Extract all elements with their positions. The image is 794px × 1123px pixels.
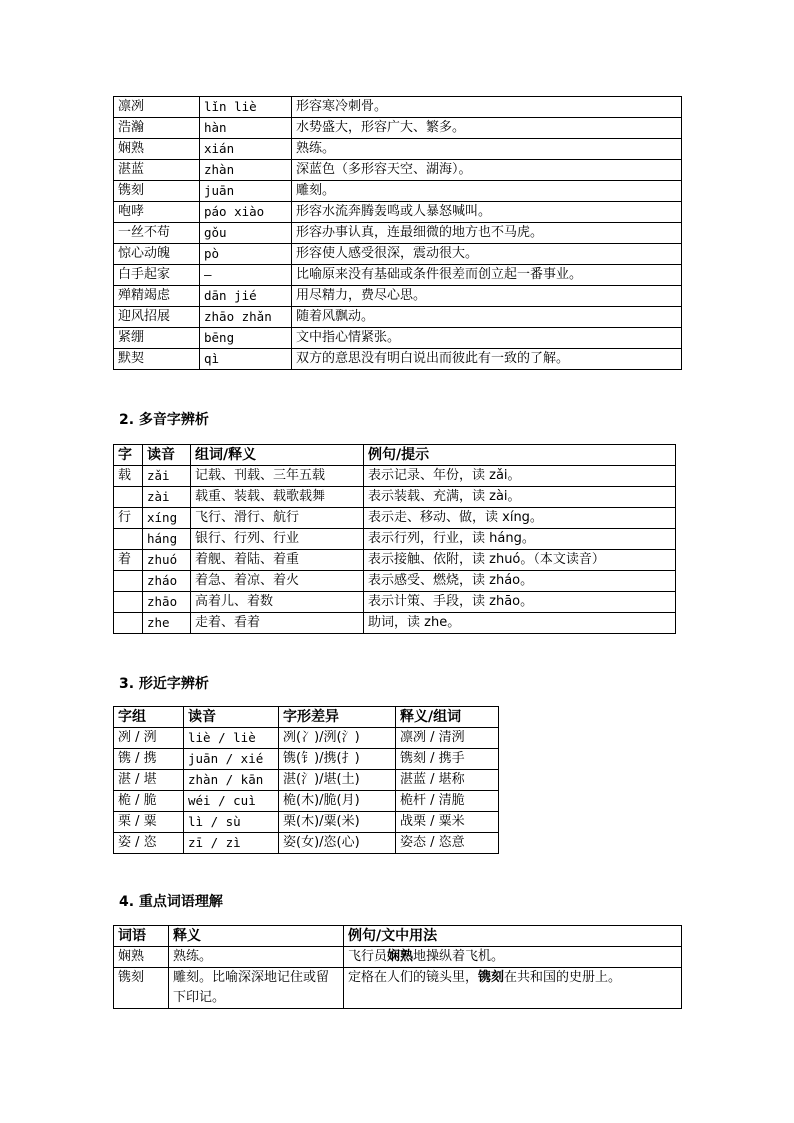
similar-chars-row xyxy=(114,833,499,854)
poly-pinyin: zhāo xyxy=(143,592,191,613)
similar-chars-row xyxy=(114,770,499,791)
vocab-meaning: 文中指心情紧张。 xyxy=(292,328,682,349)
similar-group: 桅 / 脆 xyxy=(114,791,184,812)
vocab-meaning: 随着风飘动。 xyxy=(292,307,682,328)
key-word: 娴熟 xyxy=(114,947,169,968)
similar-group: 湛 / 堪 xyxy=(114,770,184,791)
vocab-pinyin: qì xyxy=(200,349,292,370)
key-example-highlight: 镌刻 xyxy=(478,970,505,985)
vocab-row xyxy=(114,181,682,202)
poly-pinyin: zǎi xyxy=(143,466,191,487)
vocab-meaning: 形容使人感受很深，震动很大。 xyxy=(292,244,682,265)
vocab-row xyxy=(114,118,682,139)
key-words-row xyxy=(114,947,682,968)
section-title-similar-chars: 3. 形近字辨析 xyxy=(119,676,209,692)
vocab-row xyxy=(114,97,682,118)
vocab-row xyxy=(114,139,682,160)
key-example xyxy=(344,947,682,968)
similar-words: 镌刻 / 携手 xyxy=(396,749,499,770)
vocab-meaning: 形容办事认真，连最细微的地方也不马虎。 xyxy=(292,223,682,244)
poly-pinyin: zhe xyxy=(143,613,191,634)
table-header-row xyxy=(114,926,682,947)
vocab-table xyxy=(113,96,682,370)
polyphonic-row xyxy=(114,550,676,571)
vocab-meaning: 形容寒冷刺骨。 xyxy=(292,97,682,118)
key-example-text: 地操纵着飞机。 xyxy=(413,949,505,964)
poly-pinyin: háng xyxy=(143,529,191,550)
key-example xyxy=(344,968,682,1009)
vocab-word: 紧绷 xyxy=(114,328,200,349)
similar-chars-section xyxy=(113,706,499,854)
header-word: 词语 xyxy=(114,926,169,947)
key-example-text: 在共和国的史册上。 xyxy=(504,970,622,985)
poly-hint: 表示行列，行业，读 háng。 xyxy=(364,529,676,550)
similar-words: 湛蓝 / 堪称 xyxy=(396,770,499,791)
poly-words: 飞行、滑行、航行 xyxy=(191,508,364,529)
polyphonic-row xyxy=(114,466,676,487)
poly-words: 着急、着凉、着火 xyxy=(191,571,364,592)
poly-hint: 助词，读 zhe。 xyxy=(364,613,676,634)
key-words-section xyxy=(113,925,682,1009)
poly-hint: 表示接触、依附，读 zhuó。（本文读音） xyxy=(364,550,676,571)
vocab-meaning: 深蓝色（多形容天空、湖海）。 xyxy=(292,160,682,181)
vocab-meaning: 用尽精力，费尽心思。 xyxy=(292,286,682,307)
polyphonic-row xyxy=(114,487,676,508)
key-meaning: 雕刻。比喻深深地记住或留下印记。 xyxy=(169,968,344,1009)
poly-hint: 表示感受、燃烧，读 zháo。 xyxy=(364,571,676,592)
vocab-pinyin: dān jié xyxy=(200,286,292,307)
vocab-meaning: 雕刻。 xyxy=(292,181,682,202)
vocab-pinyin: gǒu xyxy=(200,223,292,244)
vocab-meaning: 水势盛大，形容广大、繁多。 xyxy=(292,118,682,139)
polyphonic-row xyxy=(114,592,676,613)
polyphonic-row xyxy=(114,508,676,529)
vocab-pinyin: hàn xyxy=(200,118,292,139)
vocab-word: 迎风招展 xyxy=(114,307,200,328)
similar-pinyin: zī / zì xyxy=(184,833,279,854)
poly-pinyin: xíng xyxy=(143,508,191,529)
vocab-section xyxy=(113,96,682,370)
poly-char xyxy=(114,613,143,634)
vocab-word: 默契 xyxy=(114,349,200,370)
key-words-row xyxy=(114,968,682,1009)
poly-words: 着舰、着陆、着重 xyxy=(191,550,364,571)
similar-diff: 栗(木)/粟(米) xyxy=(279,812,396,833)
similar-diff: 桅(木)/脆(月) xyxy=(279,791,396,812)
vocab-pinyin: zhāo zhǎn xyxy=(200,307,292,328)
similar-words: 桅杆 / 清脆 xyxy=(396,791,499,812)
polyphonic-row xyxy=(114,571,676,592)
vocab-pinyin: xián xyxy=(200,139,292,160)
poly-words: 走着、看着 xyxy=(191,613,364,634)
key-example-text: 定格在人们的镜头里， xyxy=(348,970,479,985)
header-pinyin: 读音 xyxy=(143,445,191,466)
vocab-meaning: 形容水流奔腾轰鸣或人暴怒喊叫。 xyxy=(292,202,682,223)
vocab-row xyxy=(114,265,682,286)
key-example-text: 飞行员 xyxy=(348,949,388,964)
header-words: 释义/组词 xyxy=(396,707,499,728)
vocab-word: 湛蓝 xyxy=(114,160,200,181)
poly-hint: 表示记录、年份，读 zǎi。 xyxy=(364,466,676,487)
header-hint: 例句/提示 xyxy=(364,445,676,466)
header-meaning: 释义 xyxy=(169,926,344,947)
poly-char xyxy=(114,571,143,592)
similar-group: 姿 / 恣 xyxy=(114,833,184,854)
vocab-word: 惊心动魄 xyxy=(114,244,200,265)
key-words-table xyxy=(113,925,682,1009)
vocab-pinyin: páo xiào xyxy=(200,202,292,223)
similar-words: 凛冽 / 清洌 xyxy=(396,728,499,749)
poly-char: 着 xyxy=(114,550,143,571)
header-group: 字组 xyxy=(114,707,184,728)
similar-diff: 姿(女)/恣(心) xyxy=(279,833,396,854)
vocab-row xyxy=(114,286,682,307)
vocab-row xyxy=(114,328,682,349)
header-example: 例句/文中用法 xyxy=(344,926,682,947)
poly-words: 记载、刊载、三年五载 xyxy=(191,466,364,487)
header-words: 组词/释义 xyxy=(191,445,364,466)
vocab-word: 娴熟 xyxy=(114,139,200,160)
vocab-row xyxy=(114,307,682,328)
similar-chars-row xyxy=(114,749,499,770)
header-pinyin: 读音 xyxy=(184,707,279,728)
polyphonic-table xyxy=(113,444,676,634)
similar-words: 战栗 / 粟米 xyxy=(396,812,499,833)
polyphonic-row xyxy=(114,613,676,634)
similar-words: 姿态 / 恣意 xyxy=(396,833,499,854)
poly-char xyxy=(114,529,143,550)
similar-pinyin: zhàn / kān xyxy=(184,770,279,791)
vocab-word: 一丝不苟 xyxy=(114,223,200,244)
vocab-meaning: 双方的意思没有明白说出而彼此有一致的了解。 xyxy=(292,349,682,370)
poly-char xyxy=(114,592,143,613)
poly-words: 银行、行列、行业 xyxy=(191,529,364,550)
poly-pinyin: zài xyxy=(143,487,191,508)
vocab-pinyin: juān xyxy=(200,181,292,202)
key-word: 镌刻 xyxy=(114,968,169,1009)
table-header-row xyxy=(114,445,676,466)
similar-pinyin: lì / sù xyxy=(184,812,279,833)
similar-chars-row xyxy=(114,728,499,749)
vocab-pinyin: — xyxy=(200,265,292,286)
vocab-word: 凛冽 xyxy=(114,97,200,118)
vocab-word: 白手起家 xyxy=(114,265,200,286)
vocab-pinyin: lǐn liè xyxy=(200,97,292,118)
similar-chars-row xyxy=(114,812,499,833)
vocab-row xyxy=(114,349,682,370)
similar-pinyin: juān / xié xyxy=(184,749,279,770)
poly-pinyin: zhuó xyxy=(143,550,191,571)
vocab-word: 浩瀚 xyxy=(114,118,200,139)
similar-diff: 冽(冫)/洌(氵) xyxy=(279,728,396,749)
vocab-meaning: 熟练。 xyxy=(292,139,682,160)
poly-hint: 表示走、移动、做，读 xíng。 xyxy=(364,508,676,529)
similar-diff: 镌(钅)/携(扌) xyxy=(279,749,396,770)
vocab-pinyin: zhàn xyxy=(200,160,292,181)
similar-group: 栗 / 粟 xyxy=(114,812,184,833)
table-header-row xyxy=(114,707,499,728)
similar-diff: 湛(氵)/堪(土) xyxy=(279,770,396,791)
vocab-pinyin: bēng xyxy=(200,328,292,349)
vocab-word: 咆哮 xyxy=(114,202,200,223)
header-char: 字 xyxy=(114,445,143,466)
vocab-word: 镌刻 xyxy=(114,181,200,202)
vocab-row xyxy=(114,160,682,181)
section-title-polyphonic: 2. 多音字辨析 xyxy=(119,412,209,428)
polyphonic-row xyxy=(114,529,676,550)
vocab-meaning: 比喻原来没有基础或条件很差而创立起一番事业。 xyxy=(292,265,682,286)
polyphonic-section xyxy=(113,444,676,634)
similar-chars-row xyxy=(114,791,499,812)
vocab-word: 殚精竭虑 xyxy=(114,286,200,307)
poly-hint: 表示装载、充满，读 zài。 xyxy=(364,487,676,508)
key-example-highlight: 娴熟 xyxy=(387,949,414,964)
header-diff: 字形差异 xyxy=(279,707,396,728)
section-title-key-words: 4. 重点词语理解 xyxy=(119,894,223,910)
vocab-row xyxy=(114,202,682,223)
poly-char: 行 xyxy=(114,508,143,529)
key-meaning: 熟练。 xyxy=(169,947,344,968)
vocab-row xyxy=(114,223,682,244)
similar-group: 镌 / 携 xyxy=(114,749,184,770)
poly-words: 载重、装载、载歌载舞 xyxy=(191,487,364,508)
poly-char xyxy=(114,487,143,508)
vocab-pinyin: pò xyxy=(200,244,292,265)
similar-pinyin: wéi / cuì xyxy=(184,791,279,812)
poly-char: 载 xyxy=(114,466,143,487)
poly-pinyin: zháo xyxy=(143,571,191,592)
vocab-row xyxy=(114,244,682,265)
similar-chars-table xyxy=(113,706,499,854)
poly-hint: 表示计策、手段，读 zhāo。 xyxy=(364,592,676,613)
similar-pinyin: liè / liè xyxy=(184,728,279,749)
poly-words: 高着儿、着数 xyxy=(191,592,364,613)
similar-group: 冽 / 洌 xyxy=(114,728,184,749)
